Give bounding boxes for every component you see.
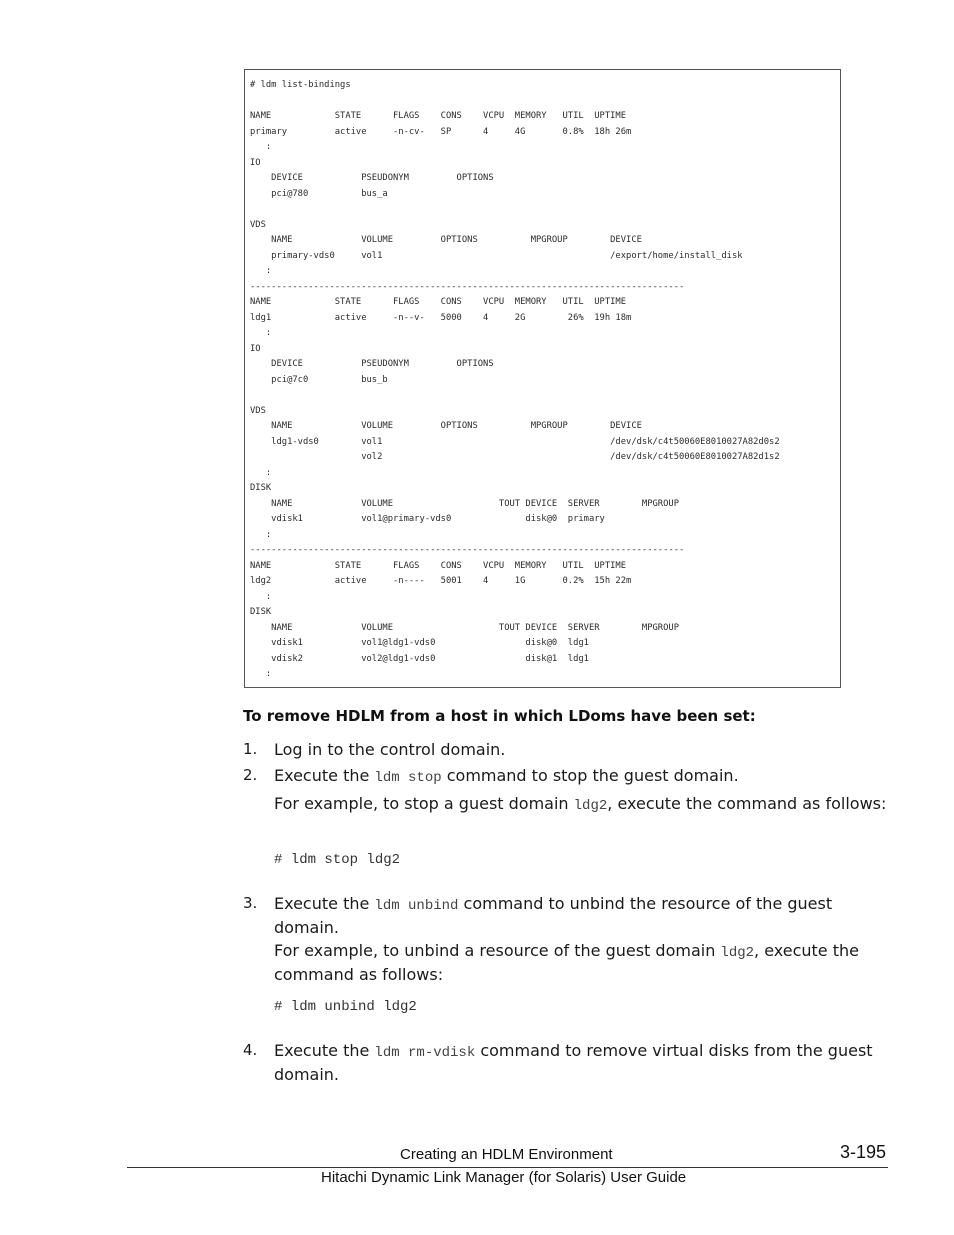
step-text: Log in to the control domain. [274, 740, 506, 759]
step-text: Execute the ldm unbind command to unbind the resource of the guest domain. [274, 894, 833, 937]
footer-book-title: Hitachi Dynamic Link Manager (for Solaris) User Guide [321, 1169, 687, 1186]
terminal-output-text: # ldm list-bindings NAME STATE FLAGS CONS VCPU MEMORY UTIL UPTIME primary active -n-cv- SP 4 4G 0.8% 18h 26m : IO DEVICE PSEUDONYM OPTIONS pci@780 bus_a VDS NAME VOLUME OPTIONS MPGROUP DEVICE primary-vds0 vol1 /export/home/install_disk : ---------------------------------------------------------------------------------- NAME STATE FLAGS CONS VCPU MEMORY UTIL UPTIME ldg1 active -n--v- 5000 4 2G 26% 19h 18m : IO DEVICE PSEUDONYM OPTIONS pci@7c0 bus_b VDS NAME VOLUME OPTIONS MPGROUP DEVICE ldg1-vds0 vol1 /dev/dsk/c4t50060E8010027A82d0s2 vol2 /dev/dsk/c4t50060E8010027A82d1s2 : DISK NAME VOLUME TOUT DEVICE SERVER MPGROUP vdisk1 vol1@primary-vds0 disk@0 primary : ---------------------------------------------------------------------------------- NAME STATE FLAGS CONS VCPU MEMORY UTIL UPTIME ldg2 active -n---- 5001 4 1G 0.2% 15h 22m : DISK NAME VOLUME TOUT DEVICE SERVER MPGROUP vdisk1 vol1@ldg1-vds0 disk@0 ldg1 vdisk2 vol2@ldg1-vds0 disk@1 ldg1 : [250, 80, 780, 679]
step-number: 3. [243, 894, 258, 912]
step-number: 2. [243, 766, 258, 784]
command-name: ldm rm-vdisk [374, 1045, 476, 1061]
command-name: ldm stop [374, 770, 442, 786]
command-name: ldm unbind [374, 898, 459, 914]
step-number: 4. [243, 1041, 258, 1059]
step-example-text: For example, to unbind a resource of the guest domain ldg2, execute the command as follows: [274, 941, 859, 984]
step-text: Execute the ldm rm-vdisk command to remove virtual disks from the guest domain. [274, 1041, 873, 1084]
step-text: Execute the ldm stop command to stop the guest domain. [274, 766, 739, 786]
step-number: 1. [243, 740, 258, 758]
footer-chapter-title: Creating an HDLM Environment [400, 1146, 613, 1163]
footer-divider [127, 1167, 888, 1168]
step-example-text: For example, to stop a guest domain ldg2, execute the command as follows: [274, 794, 887, 814]
code-example: # ldm unbind ldg2 [274, 999, 417, 1015]
terminal-output-figure [244, 69, 841, 688]
domain-name: ldg2 [573, 798, 608, 814]
procedure-heading: To remove HDLM from a host in which LDoms have been set: [243, 707, 756, 725]
code-example: # ldm stop ldg2 [274, 852, 401, 868]
footer-page-number: 3-195 [840, 1142, 887, 1162]
domain-name: ldg2 [720, 945, 755, 961]
